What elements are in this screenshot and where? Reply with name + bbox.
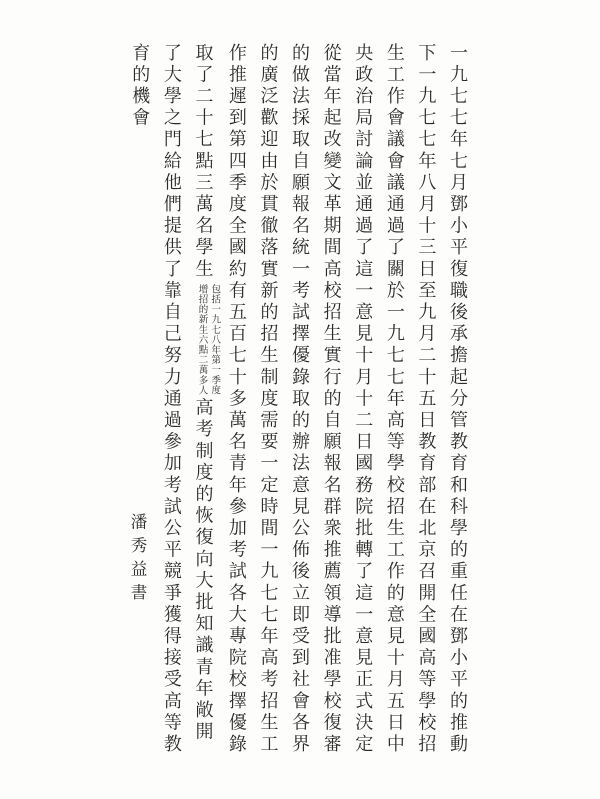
column-9-main-text: 取了二十七點三萬名學生 <box>192 43 214 281</box>
text-column-4: 央政治局討論並通過了這一意見十月十二日國務院批轉了這一意見正式決定 <box>352 43 374 756</box>
annotation-line-left: 增招的新生六點二萬多人 <box>196 283 208 395</box>
inline-annotation <box>195 284 221 395</box>
calligrapher-signature: 潘秀益書 <box>128 513 147 607</box>
text-column-11: 育的機會 <box>129 43 151 130</box>
column-9-tail-text: 高考制度的恢復向大批知識青年敞開 <box>192 397 214 744</box>
text-column-2: 下一九七七年八月十三日至九月二十五日教育部在北京召開全國高等學校招 <box>415 43 437 756</box>
calligraphy-text-block <box>124 43 473 765</box>
text-column-9 <box>187 43 220 765</box>
text-column-10: 了大學之門給他們提供了靠自己努力通過參加考試公平競爭獲得接受高等教 <box>160 43 182 756</box>
text-column-6: 的做法採取自願報名統一考試擇優錄取的辦法意見公佈後立即受到社會各界 <box>289 43 311 756</box>
text-column-7: 的廣泛歡迎由於貫徹落實新的招生制度需要一定時間一九七七年高考招生工 <box>257 43 279 756</box>
text-column-5: 從當年起改變文革期間高校招生實行的自願報名群衆推薦領導批准學校復審 <box>320 43 342 756</box>
text-column-8: 作推遲到第四季度全國約有五百七十多萬名青年參加考試各大專院校擇優錄 <box>225 43 247 756</box>
annotation-line-right: 包括一九七八年第一季度 <box>209 283 221 395</box>
text-column-1: 一九七七年七月鄧小平復職後承擔起分管教育和科學的重任在鄧小平的推動 <box>447 43 468 756</box>
text-column-3: 生工作會議會議通過了關於一九七七年高等學校招生工作的意見十月五日中 <box>383 43 405 756</box>
